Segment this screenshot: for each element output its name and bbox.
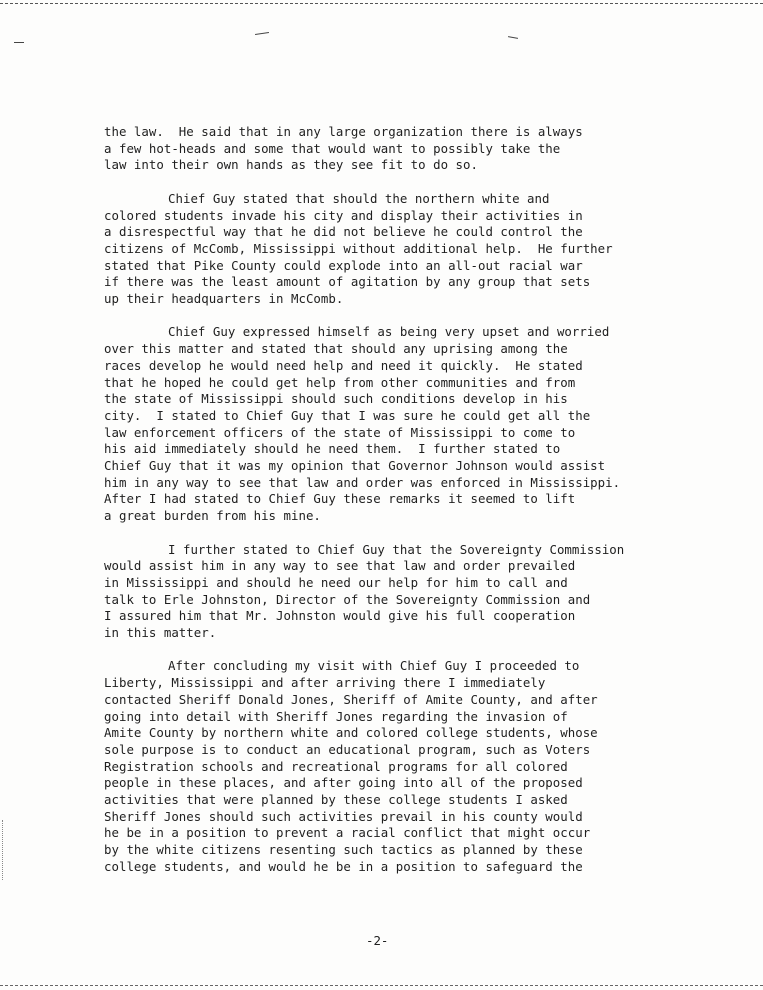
left-edge-line (2, 820, 3, 880)
text-line: After concluding my visit with Chief Guy I proceeded to (168, 658, 580, 674)
text-line: in this matter. (104, 625, 217, 641)
text-line: his aid immediately should he need them. I further stated to (104, 441, 561, 457)
text-line: college students, and would he be in a position to safeguard the (104, 858, 583, 874)
text-line: a disrespectful way that he did not believe he could control the (104, 224, 583, 240)
scan-mark (14, 42, 24, 43)
text-line: Chief Guy that it was my opinion that Governor Johnson would assist (104, 458, 606, 474)
scan-mark (255, 32, 269, 35)
text-line: a few hot-heads and some that would want to possibly take the (104, 140, 561, 156)
paragraph (104, 324, 729, 524)
paragraph (104, 658, 729, 875)
document-body (104, 124, 729, 892)
text-line: law enforcement officers of the state of Mississippi to come to (104, 424, 576, 440)
text-line: Chief Guy stated that should the northern white and (168, 190, 550, 206)
text-line: the law. He said that in any large organization there is always (104, 124, 583, 139)
text-line: in Mississippi and should he need our help for him to call and (104, 574, 568, 590)
top-edge-line (0, 3, 763, 4)
bottom-edge-line (0, 985, 763, 986)
text-line: Sheriff Jones should such activities prevail in his county would (104, 808, 583, 824)
scan-mark (508, 36, 518, 39)
text-line: people in these places, and after going into all of the proposed (104, 775, 583, 791)
text-line: Registration schools and recreational programs for all colored (104, 758, 568, 774)
text-line: up their headquarters in McComb. (104, 291, 344, 307)
text-line: talk to Erle Johnston, Director of the Sovereignty Commission and (104, 591, 591, 607)
text-line: going into detail with Sheriff Jones regarding the invasion of (104, 708, 568, 724)
text-line: city. I stated to Chief Guy that I was sure he could get all the (104, 407, 591, 423)
text-line: law into their own hands as they see fit to do so. (104, 157, 478, 173)
text-line: stated that Pike County could explode into an all-out racial war (104, 257, 583, 273)
text-line: Liberty, Mississippi and after arriving there I immediately (104, 675, 546, 691)
text-line: sole purpose is to conduct an educational program, such as Voters (104, 741, 591, 757)
text-line: I further stated to Chief Guy that the Sovereignty Commission (168, 541, 625, 557)
text-line: by the white citizens resenting such tactics as planned by these (104, 842, 583, 858)
text-line: activities that were planned by these college students I asked (104, 792, 568, 808)
paragraph (104, 191, 729, 308)
text-line: that he hoped he could get help from other communities and from (104, 374, 576, 390)
text-line: him in any way to see that law and order was enforced in Mississippi. (104, 474, 621, 490)
page-number: -2- (366, 933, 389, 948)
text-line: over this matter and stated that should any uprising among the (104, 341, 568, 357)
text-line: races develop he would need help and need it quickly. He stated (104, 357, 583, 373)
text-line: After I had stated to Chief Guy these remarks it seemed to lift (104, 491, 576, 507)
text-line: if there was the least amount of agitation by any group that sets (104, 274, 591, 290)
text-line: would assist him in any way to see that law and order prevailed (104, 558, 576, 574)
text-line: citizens of McComb, Mississippi without additional help. He further (104, 240, 613, 256)
text-line: Amite County by northern white and colored college students, whose (104, 725, 598, 741)
paragraph (104, 124, 729, 174)
text-line: colored students invade his city and display their activities in (104, 207, 583, 223)
paragraph (104, 542, 729, 642)
text-line: I assured him that Mr. Johnston would give his full cooperation (104, 608, 576, 624)
text-line: Chief Guy expressed himself as being very upset and worried (168, 324, 610, 340)
text-line: he be in a position to prevent a racial conflict that might occur (104, 825, 591, 841)
text-line: the state of Mississippi should such conditions develop in his (104, 391, 568, 407)
text-line: contacted Sheriff Donald Jones, Sheriff of Amite County, and after (104, 691, 598, 707)
text-line: a great burden from his mine. (104, 508, 321, 524)
